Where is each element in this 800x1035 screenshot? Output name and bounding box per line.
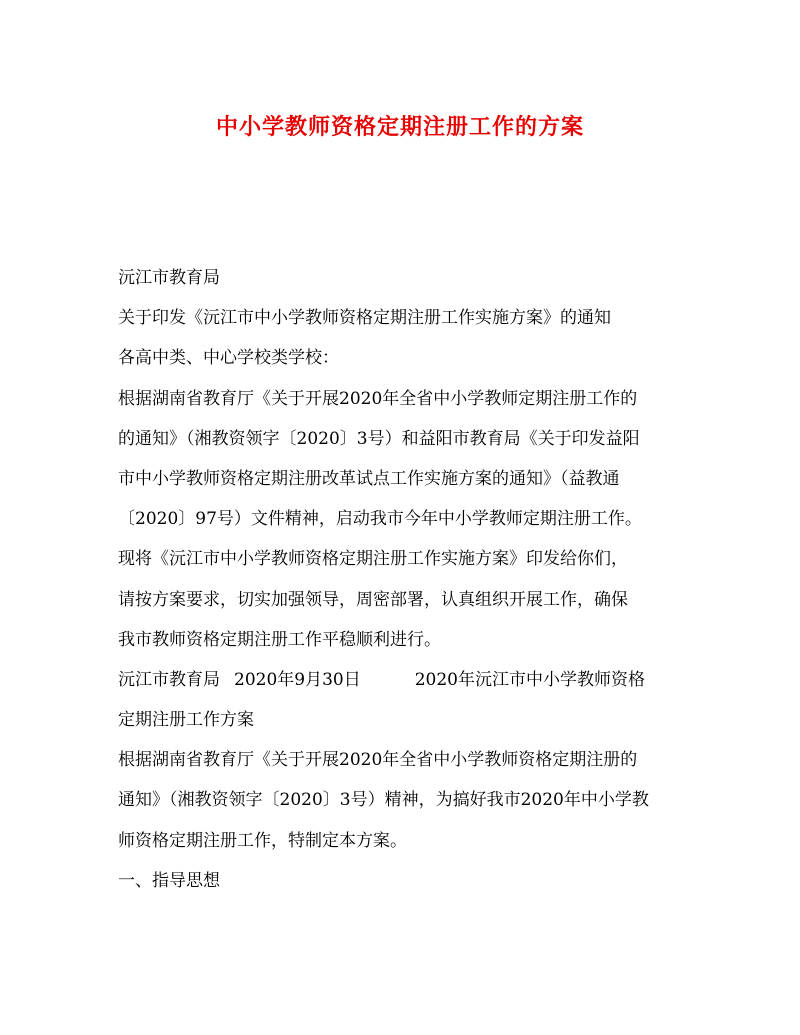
paragraph-line: 请按方案要求，切实加强领导，周密部署，认真组织开展工作，确保 (118, 589, 628, 610)
paragraph-line: 根据湖南省教育厅《关于开展2020年全省中小学教师定期注册工作的 (118, 388, 638, 409)
paragraph-line: 我市教师资格定期注册工作平稳顺利进行。 (118, 629, 441, 650)
paragraph-line: 现将《沅江市中小学教师资格定期注册工作实施方案》印发给你们， (118, 549, 628, 570)
paragraph-line: 的通知》（湘教资领字〔2020〕3号）和益阳市教育局《关于印发益阳 (118, 428, 640, 449)
document-body (118, 258, 698, 901)
paragraph-line: 〔2020〕97号）文件精神，启动我市今年中小学教师定期注册工作。 (118, 509, 642, 530)
paragraph-line: 关于印发《沅江市中小学教师资格定期注册工作实施方案》的通知 (118, 308, 611, 329)
paragraph-line: 市中小学教师资格定期注册改革试点工作实施方案的通知》（益教通 (118, 468, 620, 489)
plan-title-part1: 2020年沅江市中小学教师资格 (414, 669, 645, 690)
paragraph-line: 师资格定期注册工作，特制定本方案。 (118, 830, 407, 851)
document-title: 中小学教师资格定期注册工作的方案 (215, 114, 584, 140)
paragraph-line: 通知》（湘教资领字〔2020〕3号）精神，为搞好我市2020年中小学教 (118, 790, 649, 811)
section-heading: 一、指导思想 (118, 870, 220, 891)
signature-line (118, 660, 698, 700)
paragraph-line: 各高中类、中心学校类学校： (118, 348, 339, 369)
signature-issuer: 沅江市教育局 (118, 669, 220, 690)
paragraph-line: 沅江市教育局 (118, 268, 220, 288)
signature-date: 2020年9月30日 (234, 669, 361, 690)
paragraph-line: 定期注册工作方案 (118, 710, 254, 731)
paragraph-line: 根据湖南省教育厅《关于开展2020年全省中小学教师资格定期注册的 (118, 750, 638, 771)
